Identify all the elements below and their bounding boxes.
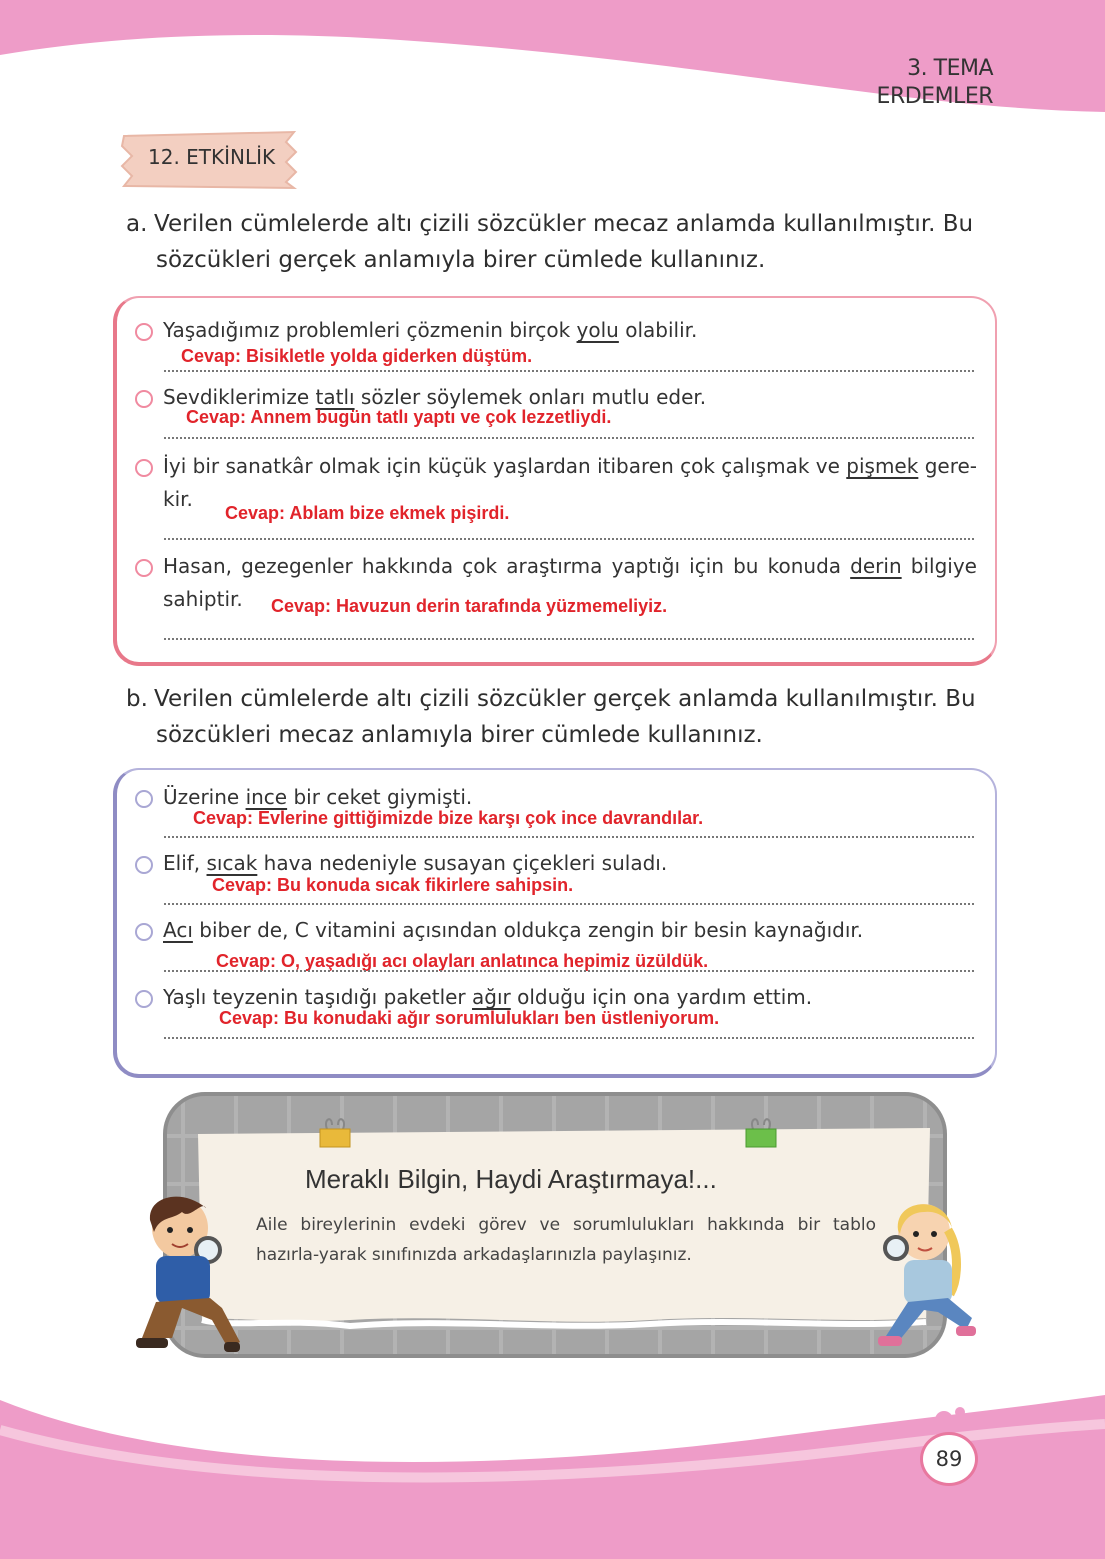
section-a-instruction: [126, 206, 986, 278]
question-b1: Üzerine ince bir ceket giymişti.: [135, 781, 977, 814]
answer-b1: Cevap: Evlerine gittiğimizde bize karşı çok ince davrandılar.: [193, 808, 704, 828]
question-b2: Elif, sıcak hava nedeniyle susayan çiçekleri suladı.: [135, 847, 977, 880]
underlined-word: yolu: [576, 318, 619, 342]
answer-line: [164, 1037, 974, 1039]
boy-with-magnifier-illustration: [132, 1190, 242, 1360]
underlined-word: derin: [850, 554, 902, 578]
girl-with-magnifier-illustration: [868, 1190, 978, 1360]
section-b-letter: b.: [126, 686, 148, 712]
option-circle-icon: [135, 990, 153, 1008]
question-a4: Hasan, gezegenler hakkında çok araştırma yaptığı için bu konuda derin bilgiye sahiptir.: [135, 550, 977, 616]
green-clip-icon: [744, 1115, 778, 1151]
theme-title: ERDEMLER: [876, 84, 993, 109]
answer-line: [164, 370, 974, 372]
underlined-word: ağır: [472, 985, 511, 1009]
answer-line: [164, 638, 974, 640]
answer-line: [164, 538, 974, 540]
option-circle-icon: [135, 559, 153, 577]
option-circle-icon: [135, 790, 153, 808]
section-a-letter: a.: [126, 211, 148, 237]
question-a3: İyi bir sanatkâr olmak için küçük yaşlardan itibaren çok çalışmak ve pişmek gere-kir.: [135, 450, 977, 516]
section-b-line2: sözcükleri mecaz anlamıyla birer cümlede kullanınız.: [156, 722, 763, 748]
answer-b3: Cevap: O, yaşadığı acı olayları anlatınca hepimiz üzüldük.: [216, 951, 709, 971]
option-circle-icon: [135, 323, 153, 341]
answer-a4: Cevap: Havuzun derin tarafında yüzmemeliyiz.: [271, 596, 668, 616]
answer-b2: Cevap: Bu konuda sıcak fikirlere sahipsin.: [212, 875, 574, 895]
section-b-instruction: [126, 681, 986, 753]
section-b-line1: Verilen cümlelerde altı çizili sözcükler gerçek anlamda kullanılmıştır. Bu: [154, 686, 976, 712]
section-a-line2: sözcükleri gerçek anlamıyla birer cümlede kullanınız.: [156, 247, 766, 273]
board-text: Aile bireylerinin evdeki görev ve sorumlulukları hakkında bir tablo hazırla-yarak sınıfınızda arkadaşlarınızla paylaşınız.: [256, 1215, 876, 1265]
yellow-clip-icon: [318, 1115, 352, 1151]
question-a1: Yaşadığımız problemleri çözmenin birçok yolu olabilir.: [135, 314, 977, 347]
answer-line: [164, 437, 974, 439]
question-b4: Yaşlı teyzenin taşıdığı paketler ağır olduğu için ona yardım ettim.: [135, 981, 977, 1014]
answer-line: [164, 903, 974, 905]
option-circle-icon: [135, 390, 153, 408]
underlined-word: Acı: [163, 918, 193, 942]
option-circle-icon: [135, 923, 153, 941]
answer-line: [164, 970, 974, 972]
theme-number: 3. TEMA: [907, 56, 993, 81]
answer-b4: Cevap: Bu konudaki ağır sorumlulukları ben üstleniyorum.: [219, 1008, 720, 1028]
theme-label: [877, 55, 993, 111]
option-circle-icon: [135, 856, 153, 874]
section-a-line1: Verilen cümlelerde altı çizili sözcükler mecaz anlamda kullanılmıştır. Bu: [154, 211, 974, 237]
underlined-word: tatlı: [315, 385, 355, 409]
underlined-word: pişmek: [846, 454, 919, 478]
underlined-word: sıcak: [206, 851, 258, 875]
underlined-word: ince: [245, 785, 288, 809]
answer-a2: Cevap: Annem bugün tatlı yaptı ve çok lezzetliydi.: [186, 407, 612, 427]
question-a2: Sevdiklerimize tatlı sözler söylemek onları mutlu eder.: [135, 381, 977, 414]
question-b3: Acı biber de, C vitamini açısından oldukça zengin bir besin kaynağıdır.: [135, 914, 977, 947]
page-number: 89: [920, 1432, 978, 1486]
answer-a3: Cevap: Ablam bize ekmek pişirdi.: [225, 503, 510, 523]
answer-line: [164, 836, 974, 838]
activity-title: 12. ETKİNLİK: [148, 145, 276, 169]
activity-badge: [118, 128, 300, 190]
board-title: Meraklı Bilgin, Haydi Araştırmaya!...: [305, 1164, 717, 1194]
answer-a1: Cevap: Bisikletle yolda giderken düştüm.: [181, 346, 533, 366]
option-circle-icon: [135, 459, 153, 477]
